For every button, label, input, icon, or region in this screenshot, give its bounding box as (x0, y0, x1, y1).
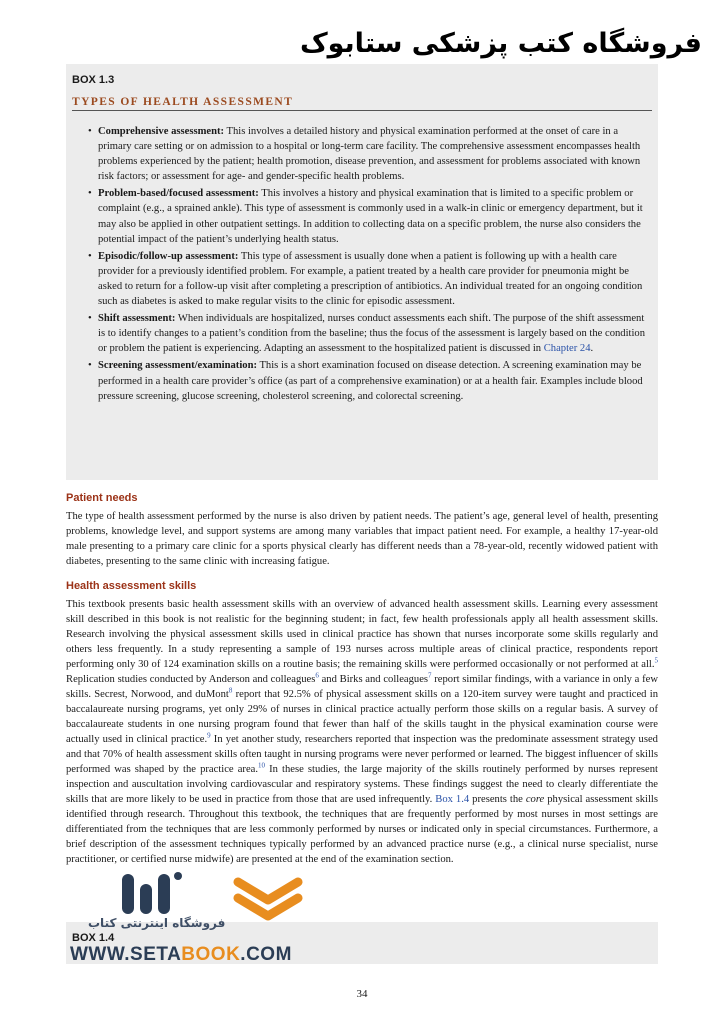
list-item-text: This type of assessment is usually done when a patient is following up with a health care provider for a previously identified problem. For example, a patient treated by a health care provider for pneumonia might be asked to return for a follow-up visit after completing a prescription of antibiotics. An individual treated for an ongoing condition such as diabetes is asked to make regular visits to the clinic for episodic assessment. (98, 250, 643, 308)
page-number: 34 (356, 988, 368, 1000)
watermark-url-suffix: .COM (240, 944, 292, 965)
skills-text: report that 92.5% of physical assessment skills on a 120-item survey were taught and practiced in baccalaureate nursing programs, yet only 29% of nurses in clinical practice actually perform those skills on a regular basis. A survey of baccalaureate students in one nursing program found that fewer than half of the skills taught in the physical examination course were actually used in clinical practice. (66, 689, 658, 745)
list-item-term: Comprehensive assessment: (98, 126, 225, 137)
list-item-text-end: . (590, 343, 594, 355)
skills-text: In these studies, the large majority of the skills routinely performed by nurses represent inspection and auscultation involving cardiovascular and respiratory systems. These findings suggest the need to clearly differentiate the skills that are more likely to be used in practice from those that are used infrequently. (66, 764, 658, 805)
skills-paragraph (66, 597, 658, 867)
list-item-term: Shift assessment: (98, 313, 176, 325)
reference-5[interactable]: 5 (654, 656, 658, 665)
store-banner: فروشگاه کتب پزشکی ستابوک (299, 28, 702, 59)
list-item-text: This involves a history and physical examination that is limited to a specific problem or complaint (e.g., a sprained ankle). This type of assessment is commonly used in a walk-in clinic or emergency department, but it may also be applied in other outpatient settings. In addition to collecting data on a specific problem, the nurse also considers the potential impact of the patient’s underlying health status. (98, 188, 643, 245)
watermark-tagline: فروشگاه اینترنتی کتاب (88, 916, 226, 930)
patient-needs-paragraph: The type of health assessment performed by the nurse is also driven by patient needs. The patient’s age, general level of health, presenting problems, knowledge level, and support systems are among many variables that impact patient need. For example, a healthy 17-year-old male presenting to a primary care clinic for a sports physical clearly has different needs than a 78-year-old, recently widowed patient with diabetes, presenting to the same clinic with increasing fatigue. (66, 511, 658, 567)
skills-heading: Health assessment skills (66, 580, 197, 592)
box-label: BOX 1.3 (72, 74, 115, 86)
list-item-text: This involves a detailed history and physical examination performed at the onset of care in a primary care setting or on admission to a hospital or long-term care facility. The comprehensive assessment encompasses health problems experienced by the patient; health promotion, disease prevention, and assessment for problems associated with known risk factors; or assessment for age- and gender-specific health problems. (98, 126, 641, 183)
box-1-3 (66, 64, 658, 480)
list-item-text: This is a short examination focused on disease detection. A screening examination may be performed in a health care provider’s office (as part of a comprehensive examination) or at a health fair. Examples include blood pressure screening, glucose screening, cholesterol screening, and colorectal screening. (98, 360, 643, 402)
skills-text: and Birks and colleagues (318, 674, 429, 685)
book-stack-icon (232, 872, 304, 932)
list-item (88, 311, 648, 356)
watermark-url-prefix: WWW.SETA (70, 944, 182, 965)
skills-text: This textbook presents basic health assessment skills with an overview of advanced health assessment skills. Learning every assessment skill described in this book is not realistic for the beginning student; in fact, few health professionals apply all health assessment skills. Research involving the physical assessment skills used in clinical practice has shown that nurses incorporate some skills regularly and others less frequently. In a study representing a sample of 193 nurses across multiple areas of clinical practice, respondents report performing only 30 of 124 examination skills on a routine basis; the remaining skills were performed occasionally or not performed at all. (66, 599, 658, 670)
box-1-4-link[interactable]: Box 1.4 (435, 794, 470, 805)
skills-text: presents the (469, 794, 526, 805)
reference-8[interactable]: 8 (228, 686, 233, 695)
core-emphasis: core (525, 794, 545, 805)
patient-needs-heading: Patient needs (66, 492, 138, 504)
watermark-url (70, 944, 292, 966)
list-item-term: Screening assessment/examination: (98, 360, 257, 372)
list-item (88, 186, 648, 246)
list-item (88, 358, 648, 403)
list-item (88, 124, 648, 184)
skills-text: physical assessment skills identified through research. Throughout this textbook, the techniques that are frequently performed by most nurses in most settings are differentiated from the techniques that are less commonly performed by nurses or indicated only in special circumstances. Furthermore, a brief description of the assessment techniques typically performed by an advanced practice nurse (e.g., a clinical nurse specialist, nurse practitioner, or certified nurse midwife) are presented at the end of the examination section. (66, 794, 658, 865)
watermark-url-accent: BOOK (181, 944, 241, 965)
list-item-term: Problem-based/focused assessment: (98, 188, 259, 200)
reference-10[interactable]: 10 (258, 761, 265, 770)
box-title: TYPES OF HEALTH ASSESSMENT (72, 96, 652, 111)
skills-text: report similar findings, with a variance in only a few skills. Secrest, Norwood, and duMont (66, 674, 658, 700)
reference-6[interactable]: 6 (315, 671, 319, 680)
chapter-24-link[interactable]: Chapter 24 (543, 343, 591, 355)
reference-7[interactable]: 7 (428, 671, 432, 680)
assessment-types-list (88, 124, 648, 406)
list-item (88, 249, 648, 309)
reference-9[interactable]: 9 (207, 731, 211, 740)
box-label: BOX 1.4 (72, 932, 115, 944)
skills-text: Replication studies conducted by Anderson and colleagues (66, 674, 316, 685)
list-item-text: When individuals are hospitalized, nurses conduct assessments each shift. The purpose of the shift assessment is to identify changes to a patient’s condition from the baseline; thus the focus of the assessment is largely based on the condition or problem the patient is experiencing. Adapting an assessment to the hospitalized patient is discussed in (98, 313, 646, 355)
list-item-term: Episodic/follow-up assessment: (98, 250, 239, 262)
skills-text: In yet another study, researchers reported that inspection was the predominate assessment strategy used and that 70% of health assessment skills often taught in nursing programs were never performed or learned. The biggest influencer of skills performed was shaped by the practice area. (66, 734, 658, 775)
